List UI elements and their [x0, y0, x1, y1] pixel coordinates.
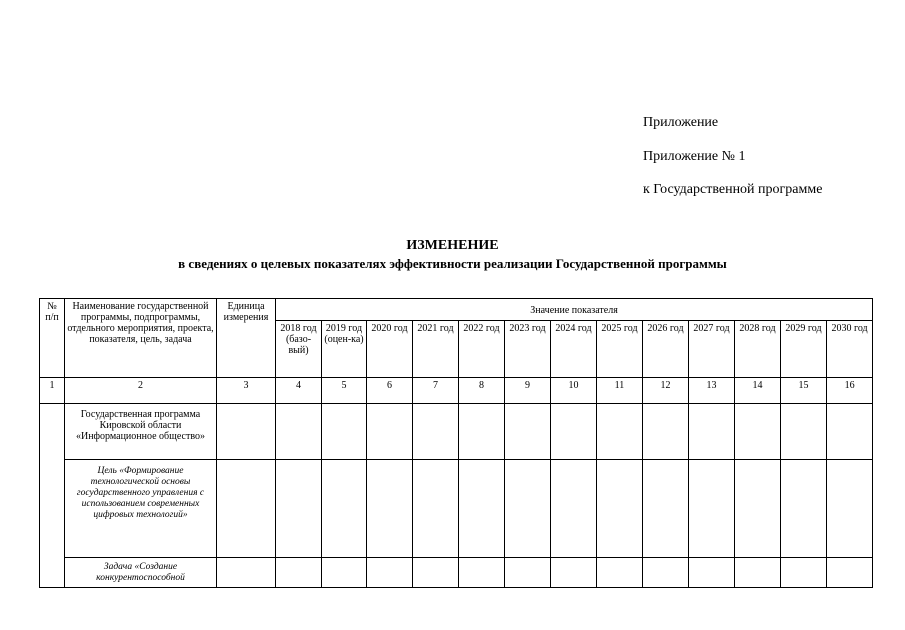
column-number: 13 [689, 378, 735, 404]
value-cell [643, 558, 689, 588]
value-cell [597, 404, 643, 460]
header-year: 2018 год (базо-вый) [276, 321, 322, 378]
column-number: 15 [781, 378, 827, 404]
value-cell [781, 460, 827, 558]
value-cell [551, 460, 597, 558]
appendix-line-1: Приложение [643, 115, 719, 130]
value-cell [276, 460, 322, 558]
program-name-cell: Государственная программа Кировской области «Информационное общество» [65, 404, 217, 460]
value-cell [781, 558, 827, 588]
table-row [40, 404, 873, 460]
value-cell [459, 460, 505, 558]
header-year: 2021 год [413, 321, 459, 378]
value-cell [459, 558, 505, 588]
column-number: 5 [322, 378, 367, 404]
value-cell [597, 558, 643, 588]
header-year: 2029 год [781, 321, 827, 378]
column-number-row [40, 378, 873, 404]
table-row [40, 460, 873, 558]
value-cell [551, 558, 597, 588]
header-year: 2023 год [505, 321, 551, 378]
value-cell [505, 404, 551, 460]
value-cell [827, 460, 873, 558]
header-year: 2024 год [551, 321, 597, 378]
value-cell [689, 460, 735, 558]
value-cell [689, 404, 735, 460]
indicators-table [39, 298, 873, 588]
header-year: 2022 год [459, 321, 505, 378]
value-cell [276, 558, 322, 588]
document-title: ИЗМЕНЕНИЕ [406, 238, 499, 253]
column-number: 1 [40, 378, 65, 404]
value-cell [827, 558, 873, 588]
column-number: 10 [551, 378, 597, 404]
row-number-cell [40, 404, 65, 588]
task-name-cell: Задача «Создание конкурентоспособной [65, 558, 217, 588]
value-cell [643, 460, 689, 558]
unit-cell [217, 558, 276, 588]
table-row [40, 558, 873, 588]
value-cell [505, 558, 551, 588]
value-cell [643, 404, 689, 460]
value-cell [413, 558, 459, 588]
header-year: 2020 год [367, 321, 413, 378]
column-number: 11 [597, 378, 643, 404]
header-year: 2027 год [689, 321, 735, 378]
value-cell [735, 558, 781, 588]
goal-name-cell: Цель «Формирование технологической основы государственного управления с использованием современных цифровых технологий» [65, 460, 217, 558]
value-cell [367, 460, 413, 558]
value-cell [367, 558, 413, 588]
header-num: № п/п [40, 299, 65, 378]
unit-cell [217, 404, 276, 460]
value-cell [413, 404, 459, 460]
column-number: 9 [505, 378, 551, 404]
value-cell [276, 404, 322, 460]
value-cell [322, 404, 367, 460]
unit-cell [217, 460, 276, 558]
value-cell [735, 404, 781, 460]
value-cell [459, 404, 505, 460]
header-name: Наименование государственной программы, подпрограммы, отдельного мероприятия, проекта, показателя, цель, задача [65, 299, 217, 378]
value-cell [827, 404, 873, 460]
value-cell [367, 404, 413, 460]
value-cell [597, 460, 643, 558]
value-cell [505, 460, 551, 558]
value-cell [322, 460, 367, 558]
column-number: 16 [827, 378, 873, 404]
column-number: 14 [735, 378, 781, 404]
header-year: 2030 год [827, 321, 873, 378]
header-value: Значение показателя [276, 299, 873, 321]
column-number: 4 [276, 378, 322, 404]
table-header-row [40, 299, 873, 321]
value-cell [551, 404, 597, 460]
column-number: 3 [217, 378, 276, 404]
header-year: 2026 год [643, 321, 689, 378]
value-cell [689, 558, 735, 588]
value-cell [735, 460, 781, 558]
column-number: 7 [413, 378, 459, 404]
appendix-line-2: Приложение № 1 [643, 149, 746, 164]
header-unit: Единица измерения [217, 299, 276, 378]
column-number: 8 [459, 378, 505, 404]
value-cell [413, 460, 459, 558]
header-year: 2025 год [597, 321, 643, 378]
header-year: 2019 год (оцен-ка) [322, 321, 367, 378]
header-year: 2028 год [735, 321, 781, 378]
value-cell [781, 404, 827, 460]
column-number: 12 [643, 378, 689, 404]
column-number: 6 [367, 378, 413, 404]
column-number: 2 [65, 378, 217, 404]
value-cell [322, 558, 367, 588]
document-subtitle: в сведениях о целевых показателях эффективности реализации Государственной программы [178, 256, 727, 271]
appendix-line-3: к Государственной программе [643, 182, 823, 197]
